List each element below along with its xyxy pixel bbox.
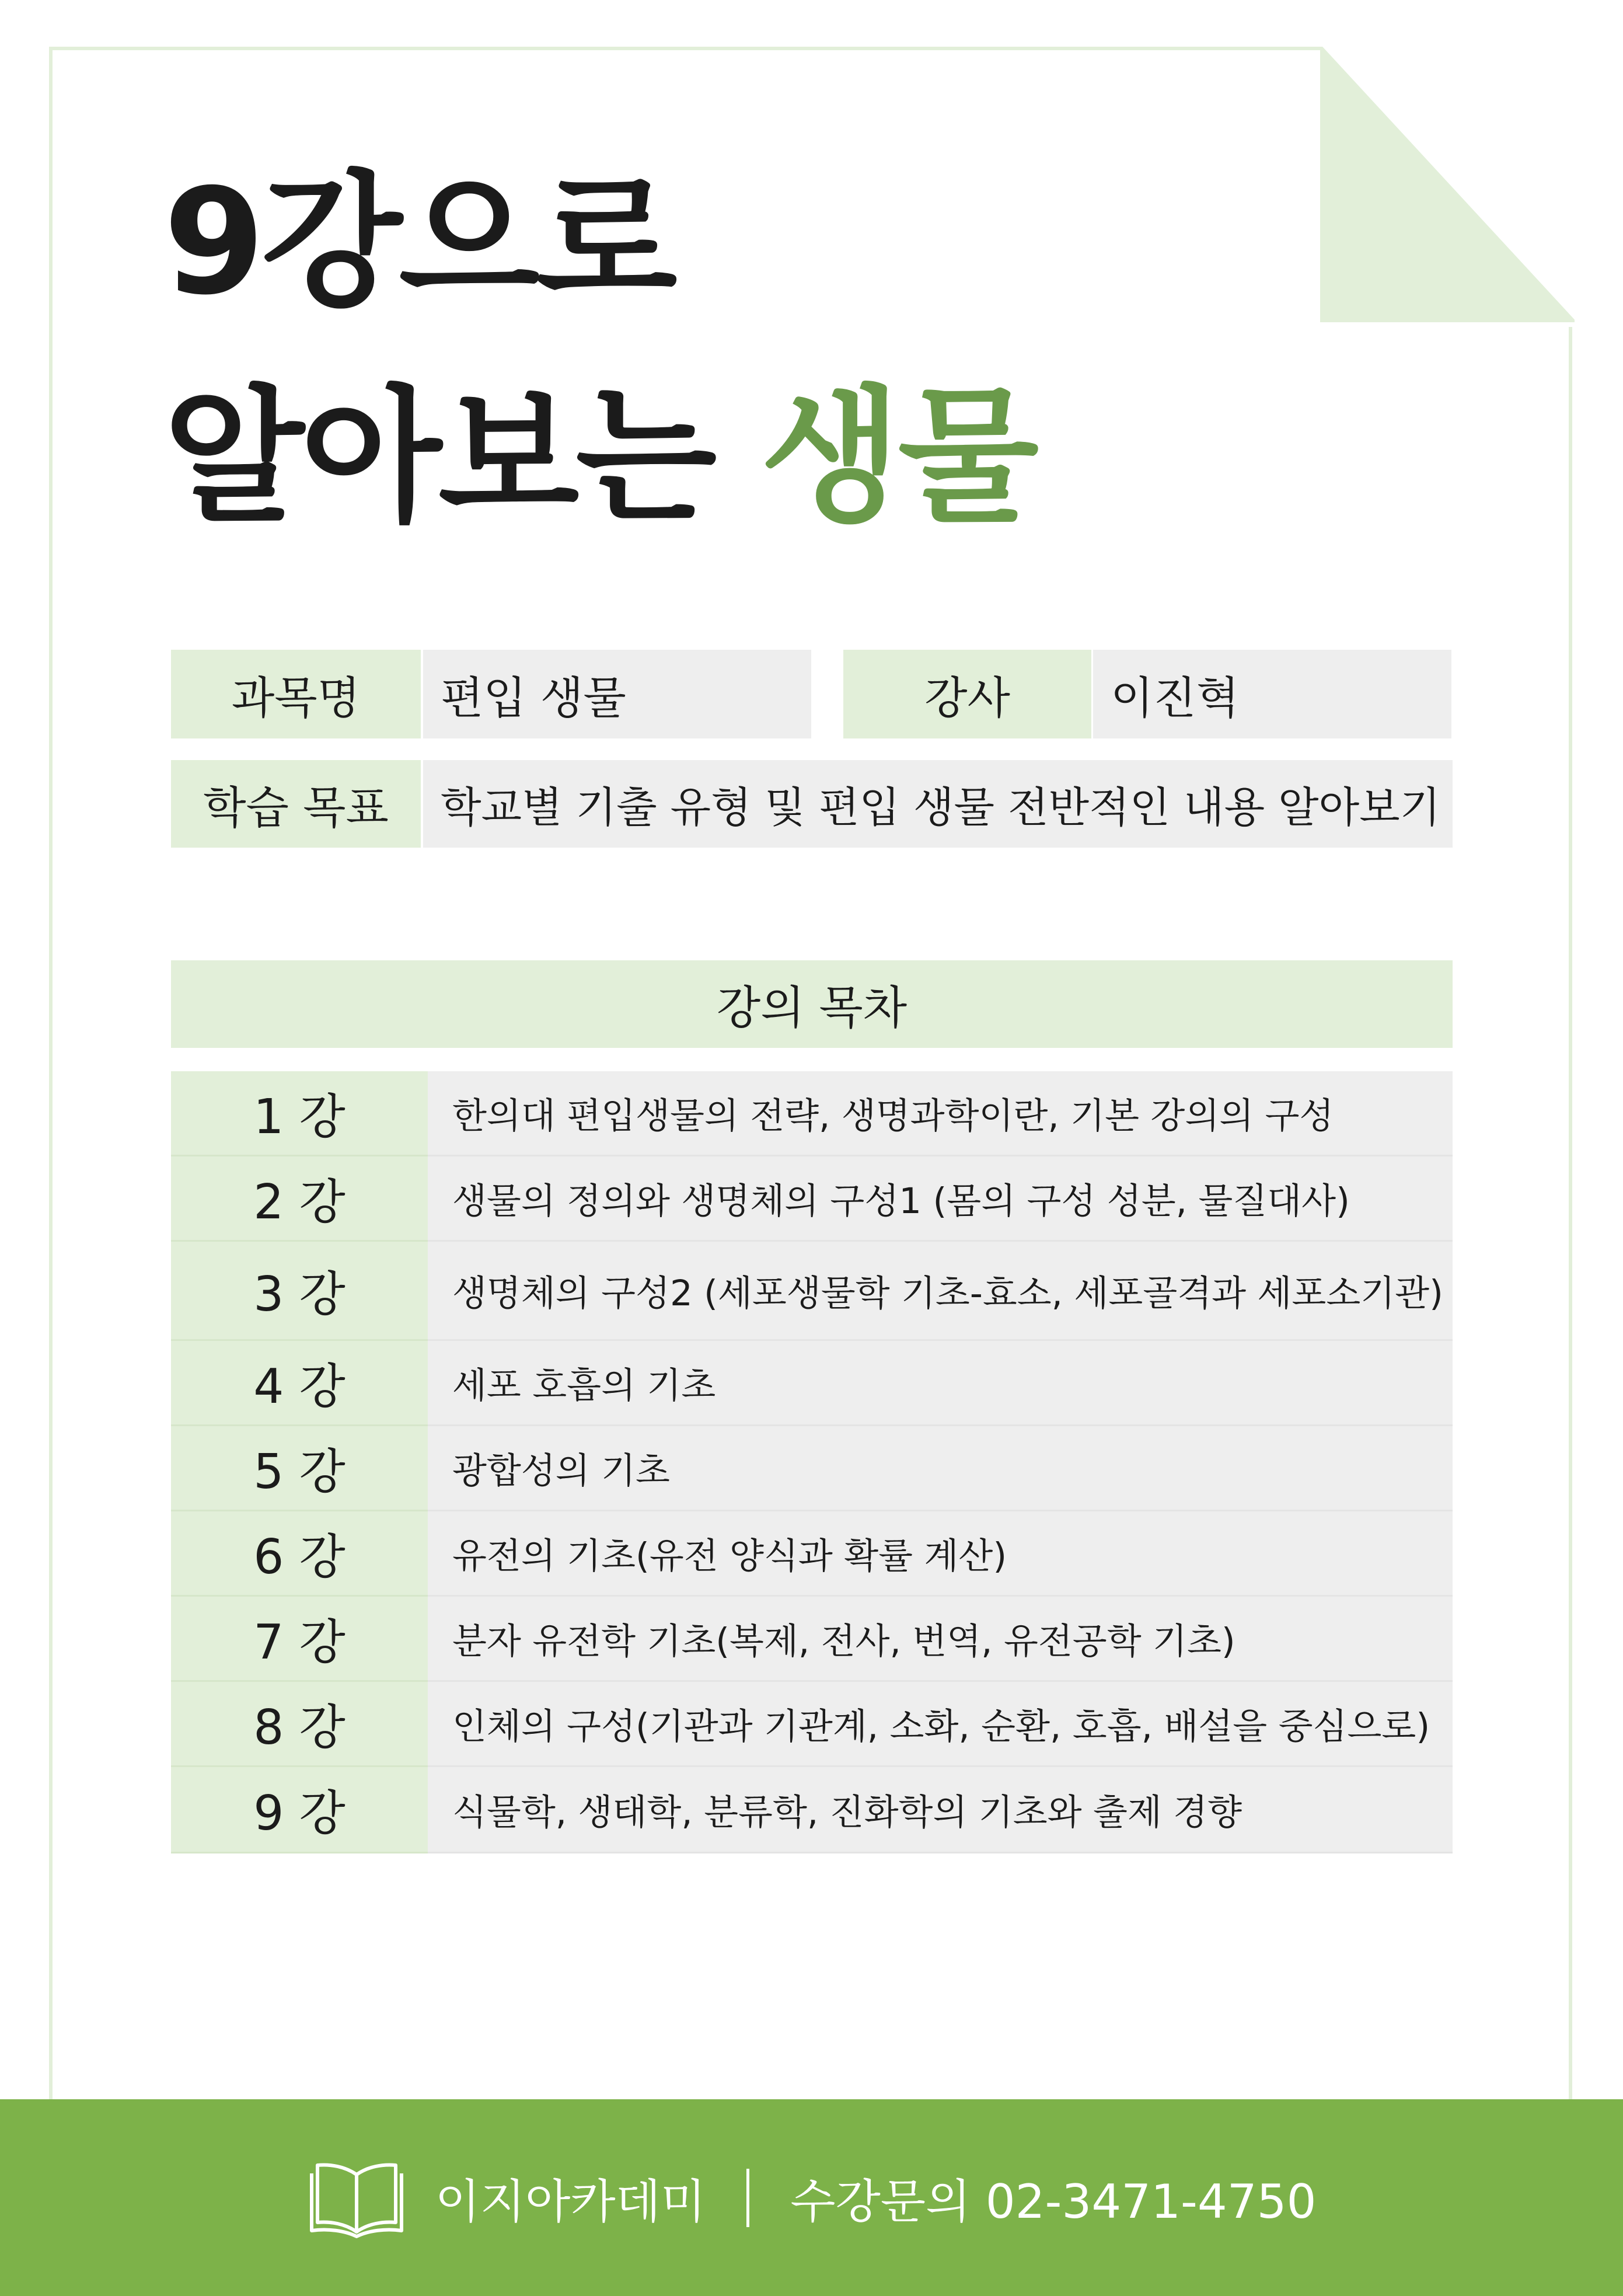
- goal-value: 학교별 기출 유형 및 편입 생물 전반적인 내용 알아보기: [423, 760, 1453, 848]
- toc-header: 강의 목차: [171, 960, 1453, 1048]
- footer-divider: [746, 2169, 749, 2227]
- toc-row-description: 생물의 정의와 생명체의 구성1 (몸의 구성 성분, 물질대사): [428, 1156, 1453, 1242]
- toc-row-number: 9 강: [171, 1767, 428, 1853]
- subject-value: 편입 생물: [423, 650, 811, 738]
- toc-row: [171, 1682, 1453, 1767]
- toc-row-number: 2 강: [171, 1156, 428, 1242]
- toc-row: [171, 1242, 1453, 1341]
- toc-row-description: 세포 호흡의 기초: [428, 1341, 1453, 1426]
- toc-row-number: 1 강: [171, 1071, 428, 1156]
- goal-label: 학습 목표: [171, 760, 421, 848]
- toc-table: [171, 1071, 1453, 1853]
- toc-row-description: 유전의 기초(유전 양식과 확률 계산): [428, 1511, 1453, 1597]
- toc-row-number: 3 강: [171, 1242, 428, 1341]
- toc-row-description: 한의대 편입생물의 전략, 생명과학이란, 기본 강의의 구성: [428, 1071, 1453, 1156]
- contact-info: 수강문의 02-3471-4750: [790, 2175, 1317, 2229]
- title-accent: 생물: [760, 372, 1036, 542]
- toc-row: [171, 1071, 1453, 1156]
- toc-row-number: 7 강: [171, 1597, 428, 1682]
- toc-row-number: 5 강: [171, 1426, 428, 1511]
- toc-row-description: 인체의 구성(기관과 기관계, 소화, 순환, 호흡, 배설을 중심으로): [428, 1682, 1453, 1767]
- toc-row-description: 생명체의 구성2 (세포생물학 기초-효소, 세포골격과 세포소기관): [428, 1242, 1453, 1341]
- toc-row: [171, 1426, 1453, 1511]
- toc-row-description: 분자 유전학 기초(복제, 전사, 번역, 유전공학 기초): [428, 1597, 1453, 1682]
- toc-row: [171, 1341, 1453, 1426]
- teacher-value: 이진혁: [1093, 650, 1451, 738]
- toc-row-number: 6 강: [171, 1511, 428, 1597]
- toc-row-description: 광합성의 기초: [428, 1426, 1453, 1511]
- paper-fold-corner: [1320, 47, 1575, 322]
- toc-row-number: 4 강: [171, 1341, 428, 1426]
- title-line-1: 9강으로: [163, 157, 674, 327]
- toc-row-number: 8 강: [171, 1682, 428, 1767]
- teacher-label: 강사: [843, 650, 1091, 738]
- subject-label: 과목명: [171, 650, 421, 738]
- toc-row-description: 식물학, 생태학, 분류학, 진화학의 기초와 출제 경향: [428, 1767, 1453, 1853]
- footer-bar: [0, 2099, 1623, 2296]
- book-icon: [307, 2157, 406, 2239]
- title-line-2: [163, 372, 1036, 542]
- title-prefix: 알아보는: [163, 372, 713, 542]
- toc-row: [171, 1767, 1453, 1853]
- toc-row: [171, 1511, 1453, 1597]
- toc-row: [171, 1156, 1453, 1242]
- academy-name: 이지아카데미: [435, 2175, 706, 2229]
- toc-row: [171, 1597, 1453, 1682]
